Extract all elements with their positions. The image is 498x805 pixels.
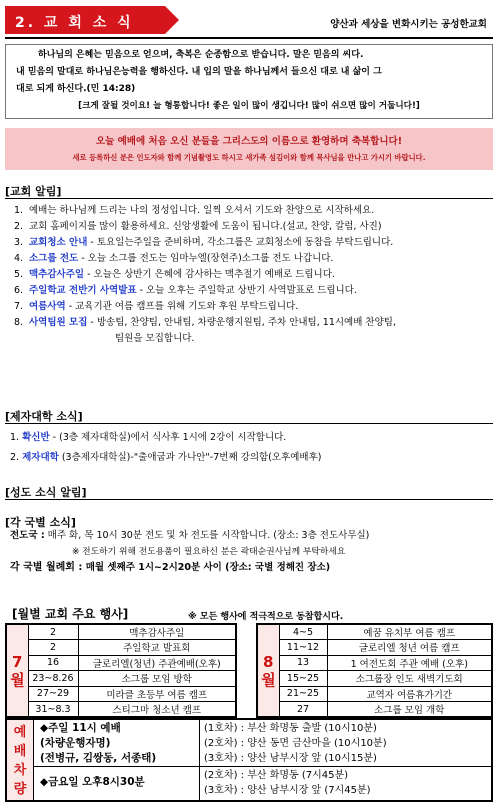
scripture-line: 대로 되게 하신다.(민 14:28) [16,84,136,94]
bus-label: 예배차량 [7,720,34,800]
section-divider [5,198,493,199]
section-divider [5,423,493,424]
welcome-line: 오늘 예배에 처음 오신 분들을 그리스도의 이름으로 환영하며 축복합니다! [95,136,403,147]
discipleship-list [10,428,321,468]
table-row: 31~8.3 스티그마 청소년 캠프 [6,702,236,718]
news-list [14,203,490,347]
mission-block [10,528,490,576]
list-item: 1. 확신반 - (3층 제자대학실)에서 식사후 1시에 2강이 시작합니다. [10,432,287,443]
month-label: 8월 [257,624,279,717]
section-label: 2. 교 회 소 식 [5,6,165,34]
sunday-routes: (1호차) : 부산 화명동 출발 (10시10분) (2호차) : 양산 동면 금산마을 (10시10분) (3호차) : 양산 남부시장 앞 (10시15분) [204,723,387,764]
table-row: 2 주일학교 발표회 [6,640,236,656]
table-row: 21~25 교역자 여름휴가기간 [257,686,492,702]
list-item-continuation: 팀원을 모집합니다. [115,333,195,344]
events-title: [월별 교회 주요 행사] [12,607,129,621]
church-slogan: 양산과 세상을 변화시키는 공성한교회 [330,19,487,30]
table-row: 8월 4~5 예꿈 유치부 여름 캠프 [257,624,492,640]
mission-title: [각 국별 소식] [5,516,76,529]
august-events-table [256,623,493,718]
news-title: [교회 알림] [5,185,62,198]
discipleship-title: [제자대학 소식] [5,410,83,423]
sunday-bus-row [34,720,491,767]
table-row: 15~25 소그룹장 인도 새벽기도회 [257,671,492,687]
column-divider [199,720,200,766]
month-label: 7월 [6,624,28,717]
sunday-service: ◆주일 11시 예배 (차량운행자명) (전병규, 김쌍동, 서종태) [40,722,157,764]
welcome-line: 새로 등록하신 분은 인도자와 함께 기념촬영도 하시고 새가족 섬김이와 함께 목사님을 만나고 가시기 바랍니다. [72,153,426,162]
list-item: 7. 여름사역 - 교육기관 여름 캠프를 위해 기도와 후원 부탁드립니다. [14,301,299,312]
list-item: 3. 교회청소 안내 - 토요일는주일을 준비하며, 각소그룹은 교회청소에 동참을 부탁드립니다. [14,237,394,248]
events-note: ※ 모든 행사에 적극적으로 동참합시다. [188,612,344,622]
list-item: 6. 주일학교 전반기 사역발표 - 오늘 오후는 주일학교 상반기 사역발표로 드립니다. [14,285,357,296]
friday-routes: (2호차) : 부산 화명동 (7시45분) (3호차) : 양산 남부시장 앞 (7시45분) [204,770,371,796]
header-divider [5,37,493,39]
table-row: 27 소그룹 모임 개학 [257,702,492,718]
evangelism-note: ※ 전도하기 위해 전도용품이 필요하신 분은 곽태순권사님께 부탁하세요 [72,547,346,557]
scripture-line: [크게 잘될 것이요! 늘 형통합니다! 좋은 일이 많이 생깁니다! 많이 쉬으면 많이 거둡니다!] [78,101,420,111]
table-row: 16 글로리엘(청년) 주관예배(오후) [6,655,236,671]
table-row: 27~29 미라클 초등부 여름 캠프 [6,686,236,702]
table-row: 11~12 글로리엘 청년 여름 캠프 [257,640,492,656]
list-item: 2. 제자대학 (3층제자대학실)-"출애굽과 가나안"-7번째 강의함(오후예배후) [10,452,322,463]
table-row: 7월 2 맥추감사주일 [6,624,236,640]
july-events-table [5,623,237,718]
friday-bus-row [34,767,491,800]
friday-service: ◆금요일 오후8시30분 [40,776,145,788]
table-row: 13 1 여전도회 주관 예배 (오후) [257,655,492,671]
list-item: 1. 예배는 하나님께 드리는 나의 정성입니다. 일찍 오셔서 기도와 찬양으로 시작하세요. [14,205,375,216]
evangelism-line: 전도국 : 매주 화, 목 10시 30분 전도 및 차 전도를 시작합니다. (장소: 3층 전도사무실) [10,530,370,541]
monthly-line: 각 국별 월례회 : 매월 셋째주 1시~2시20분 사이 (장소: 국별 정해진 장소) [10,562,331,573]
column-divider [199,767,200,800]
table-row: 23~8.26 소그룹 모임 방학 [6,671,236,687]
section-divider [5,499,493,500]
list-item: 8. 사역팀원 모집 - 방송팀, 찬양팀, 안내팀, 차량운행지원팀, 주차 안내팀, 11시예배 찬양팀, [14,317,396,328]
list-item: 5. 맥추감사주일 - 오늘은 상반기 은혜에 감사하는 맥추절기 예배로 드립니다. [14,269,335,280]
bus-schedule [5,718,493,802]
list-item: 2. 교회 홈페이지를 많이 활용하세요. 신앙생활에 도움이 됩니다.(설교, 찬양, 칼럼, 사진) [14,221,382,232]
scripture-line: 하나님의 은혜는 믿음으로 얻으며, 축복은 순종함으로 받습니다. 말은 믿음의 씨다. [38,50,364,60]
scripture-line: 내 믿음의 말대로 하나님은능력을 행하신다. 내 입의 말을 하나님께서 들으신 대로 내 삶이 그 [16,67,382,77]
list-item: 4. 소그룹 전도 - 오늘 소그룹 전도는 임마누엘(장현주)소그룹 전도 나갑니다. [14,253,334,264]
section-header [5,6,493,34]
saints-title: [성도 소식 알림] [5,486,87,499]
scripture-box [5,44,493,119]
welcome-box [5,128,493,170]
